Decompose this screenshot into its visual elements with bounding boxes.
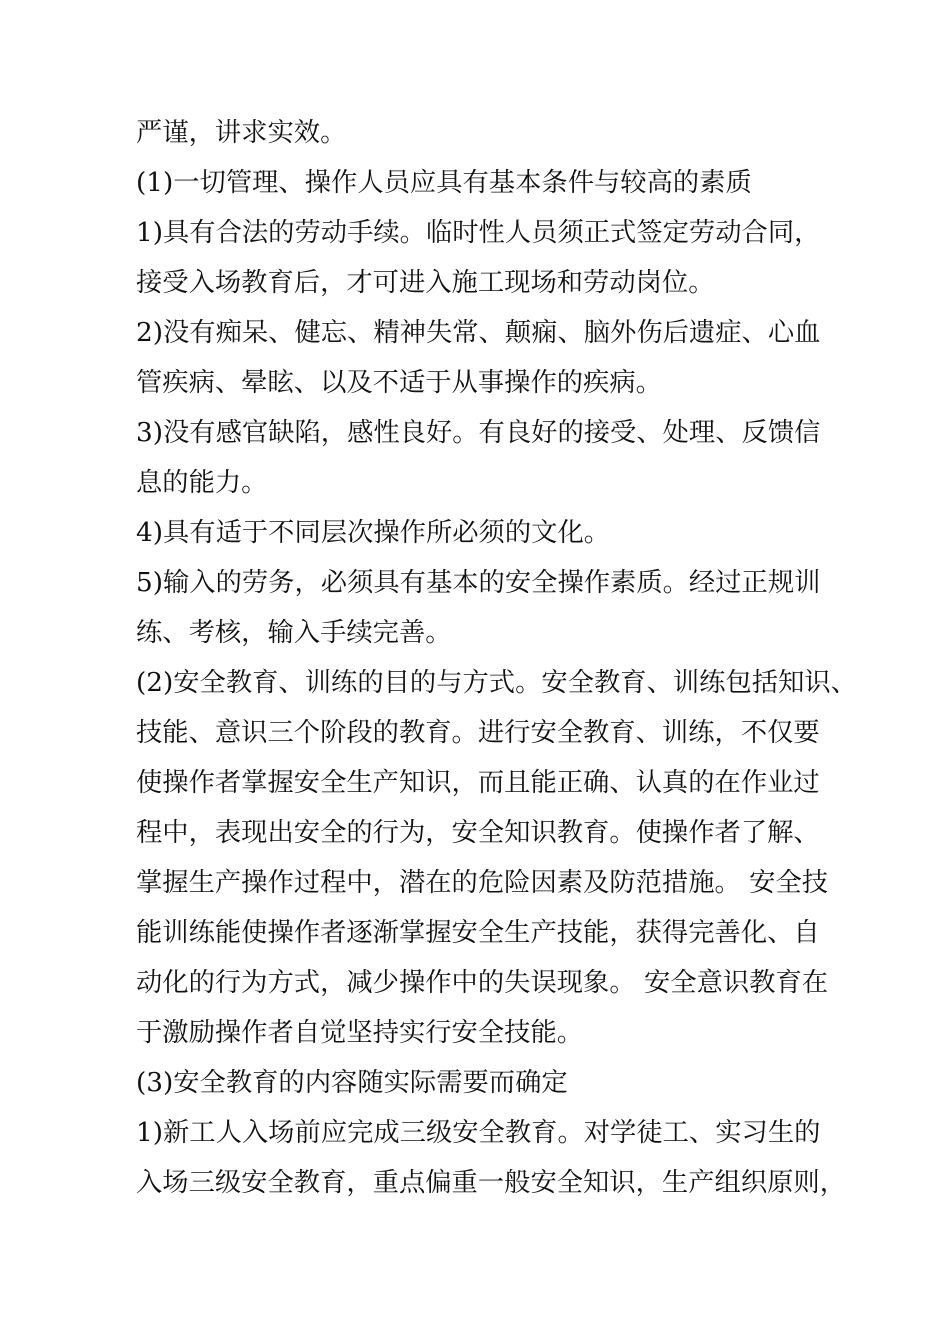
text-line: 1)具有合法的劳动手续。临时性人员须正式签定劳动合同， <box>136 218 821 248</box>
text-line: 严谨，讲求实效。 <box>136 118 347 148</box>
text-line: 练、考核，输入手续完善。 <box>136 618 452 648</box>
text-line: 5)输入的劳务，必须具有基本的安全操作素质。经过正规训 <box>136 568 821 598</box>
text-line: 于激励操作者自觉坚持实行安全技能。 <box>136 1018 584 1048</box>
text-line: 3)没有感官缺陷，感性良好。有良好的接受、处理、反馈信 <box>136 418 821 448</box>
text-line: 使操作者掌握安全生产知识，而且能正确、认真的在作业过 <box>136 768 820 798</box>
text-line: (3)安全教育的内容随实际需要而确定 <box>136 1068 568 1098</box>
text-line: 动化的行为方式，减少操作中的失误现象。 安全意识教育在 <box>136 968 829 998</box>
text-line: 1)新工人入场前应完成三级安全教育。对学徒工、实习生的 <box>136 1118 821 1148</box>
text-line: 4)具有适于不同层次操作所必须的文化。 <box>136 518 611 548</box>
text-line: 技能、意识三个阶段的教育。进行安全教育、训练，不仅要 <box>136 718 820 748</box>
text-line: 息的能力。 <box>136 468 268 498</box>
text-line: 能训练能使操作者逐渐掌握安全生产技能，获得完善化、自 <box>136 918 820 948</box>
text-line: 入场三级安全教育，重点偏重一般安全知识，生产组织原则， <box>136 1168 847 1198</box>
text-line: (2)安全教育、训练的目的与方式。安全教育、训练包括知识、 <box>136 668 857 698</box>
text-line: 2)没有痴呆、健忘、精神失常、颠痫、脑外伤后遗症、心血 <box>136 318 821 348</box>
text-line: 掌握生产操作过程中，潜在的危险因素及防范措施。 安全技 <box>136 868 829 898</box>
text-line: 接受入场教育后，才可进入施工现场和劳动岗位。 <box>136 268 715 298</box>
text-line: 程中，表现出安全的行为，安全知识教育。使操作者了解、 <box>136 818 820 848</box>
text-line: 管疾病、晕眩、以及不适于从事操作的疾病。 <box>136 368 662 398</box>
text-line: (1)一切管理、操作人员应具有基本条件与较高的素质 <box>136 168 752 198</box>
